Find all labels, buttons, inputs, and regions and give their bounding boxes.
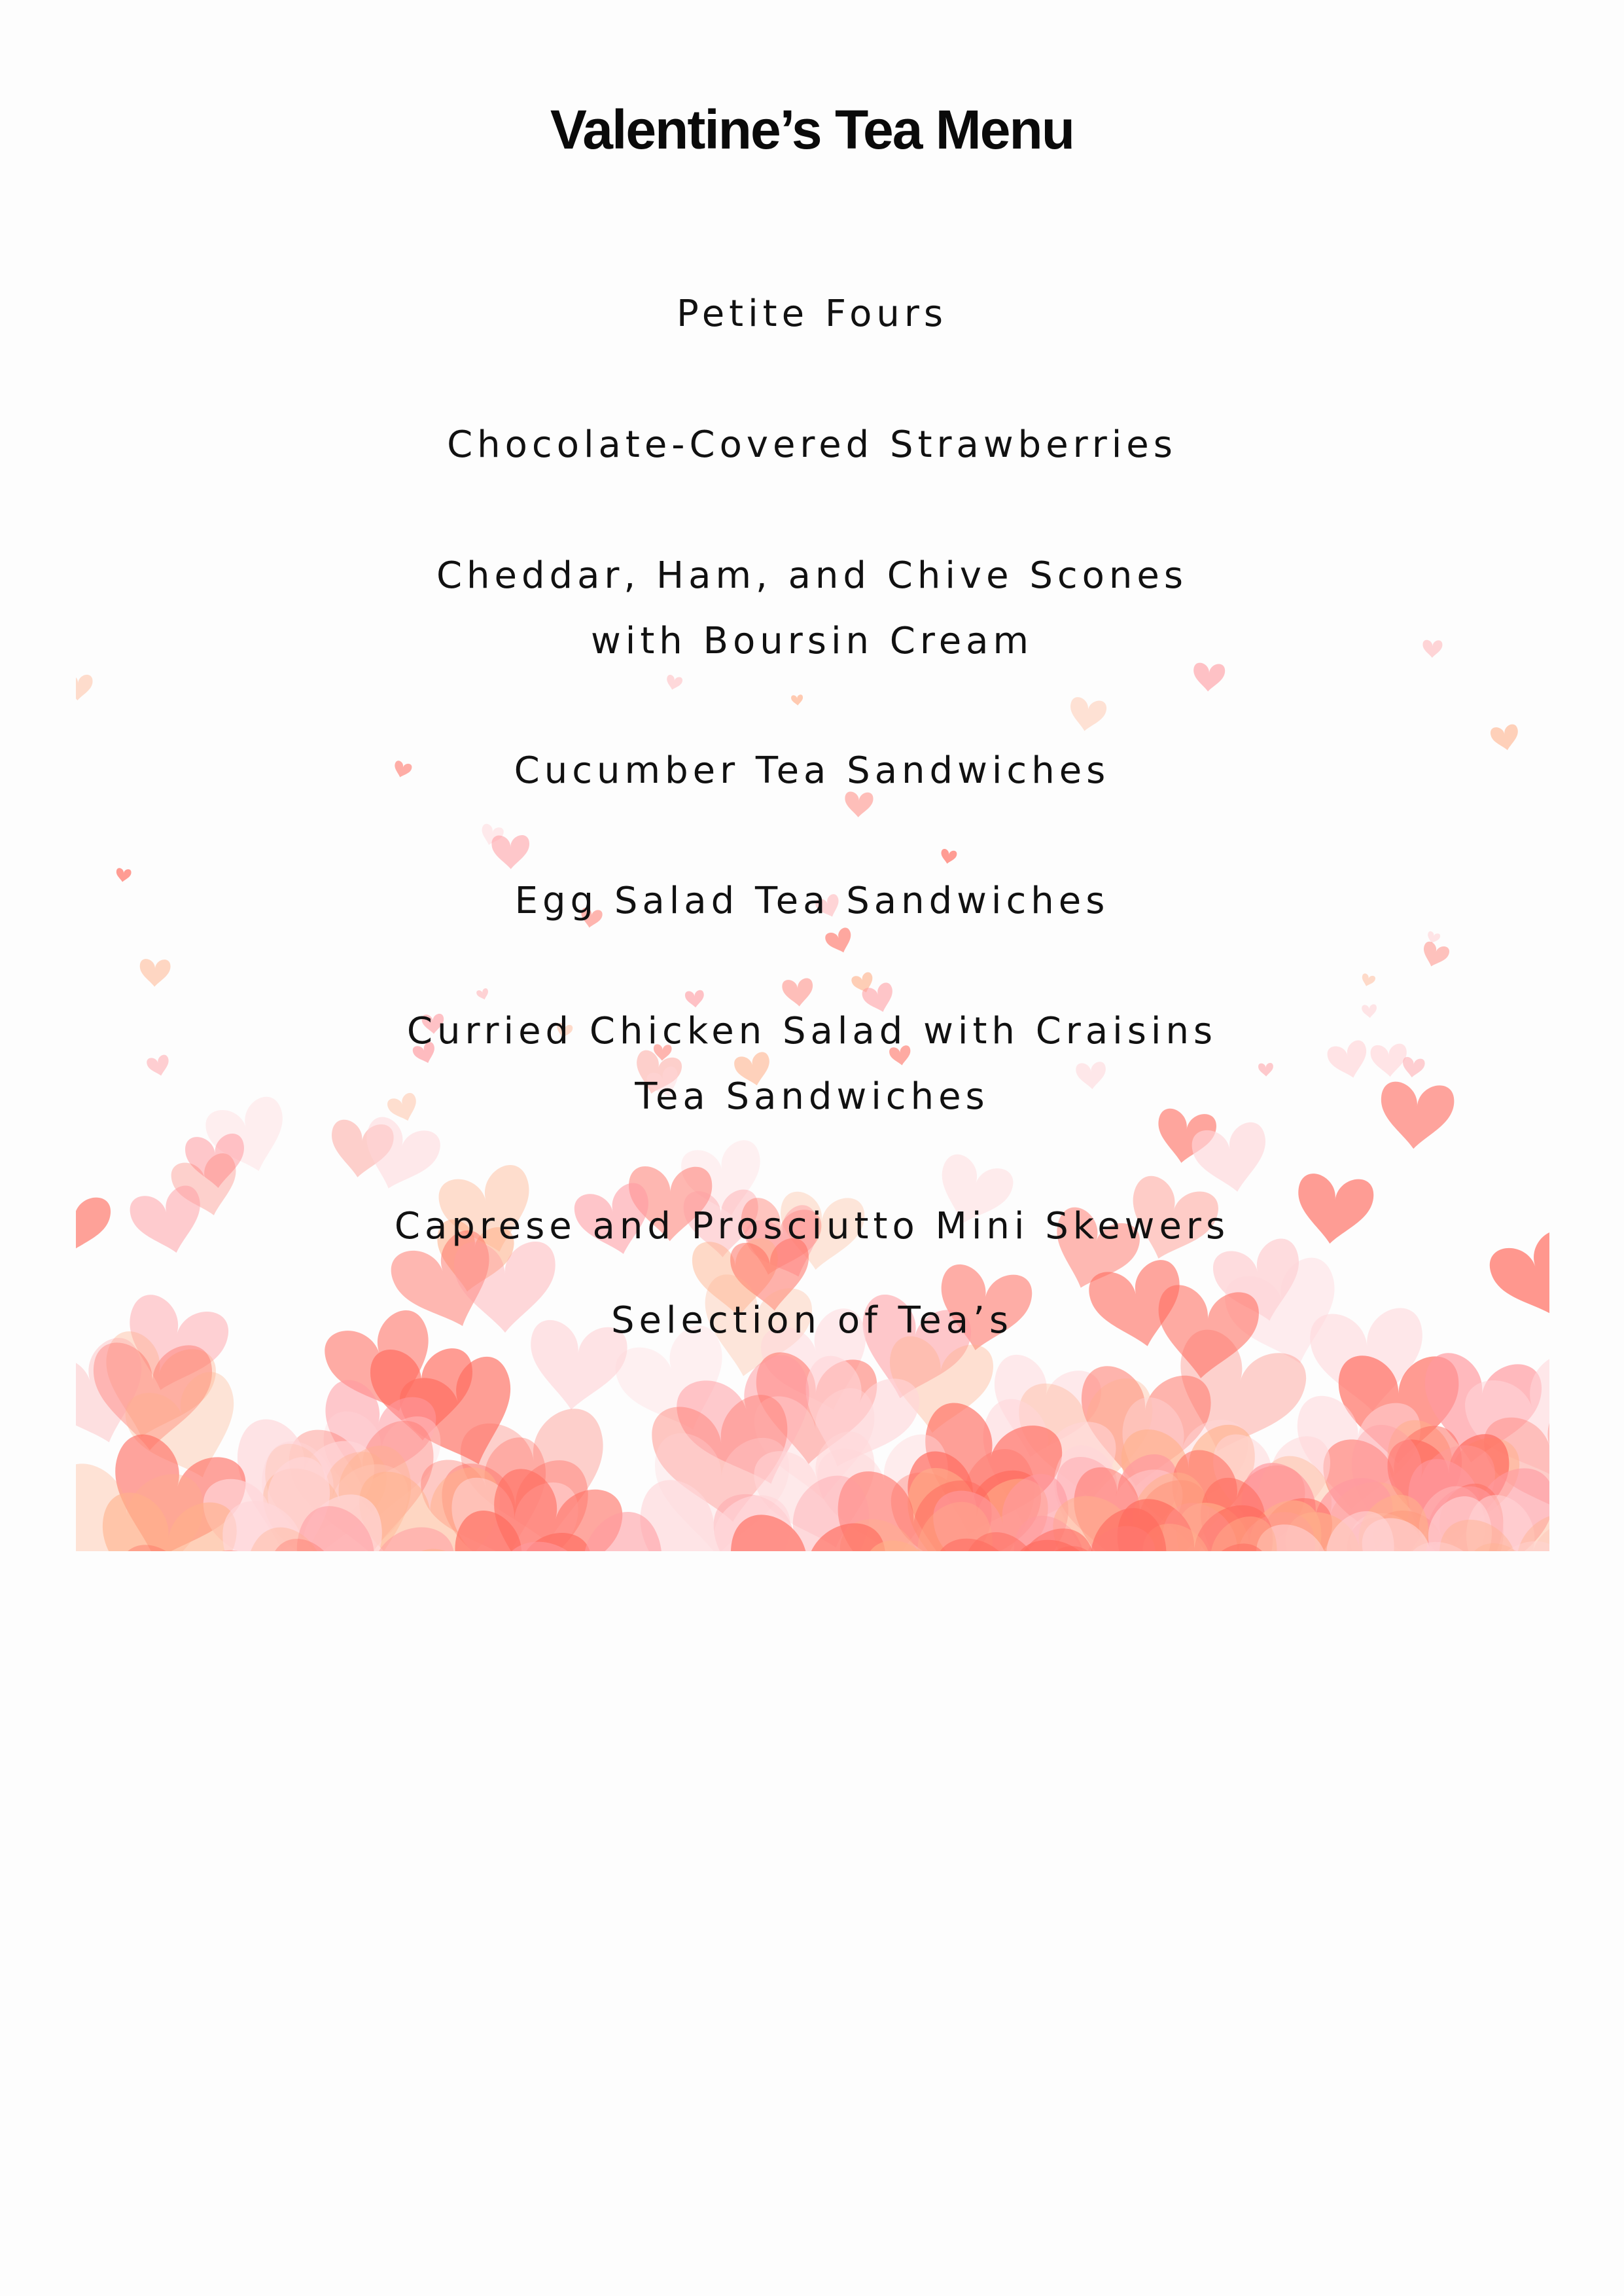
page-title: Valentine’s Tea Menu xyxy=(550,99,1074,160)
heart-icon xyxy=(491,835,529,869)
menu-item-line: Chocolate-Covered Strawberries xyxy=(447,423,1177,466)
menu-item-line: Cheddar, Ham, and Chive Scones xyxy=(436,554,1188,597)
heart-icon xyxy=(791,694,804,706)
menu-item xyxy=(0,1194,1624,1259)
heart-icon xyxy=(1419,941,1451,971)
menu-item xyxy=(0,543,1624,674)
menu-item xyxy=(0,869,1624,934)
menu-item xyxy=(0,1288,1624,1354)
menu-item xyxy=(0,412,1624,478)
menu-item xyxy=(0,281,1624,347)
heart-icon xyxy=(940,848,958,865)
menu-item-line: Selection of Tea’s xyxy=(610,1299,1014,1342)
menu-item-line: Caprese and Prosciutto Mini Skewers xyxy=(394,1205,1230,1247)
menu-item-line: Curried Chicken Salad with Craisins xyxy=(406,1010,1218,1052)
menu-item-line: with Boursin Cream xyxy=(590,620,1034,662)
menu-item xyxy=(0,999,1624,1130)
menu-item xyxy=(0,738,1624,804)
heart-icon xyxy=(1067,696,1108,734)
menu-item-line: Cucumber Tea Sandwiches xyxy=(514,749,1110,792)
heart-icon xyxy=(665,674,684,692)
menu-item-line: Petite Fours xyxy=(676,293,948,335)
heart-icon xyxy=(76,674,93,701)
heart-icon xyxy=(1190,1120,1274,1198)
heart-icon xyxy=(1360,973,1376,988)
heart-icon xyxy=(139,959,171,987)
menu-item-line: Egg Salad Tea Sandwiches xyxy=(514,880,1110,922)
menu-item-line: Tea Sandwiches xyxy=(635,1075,989,1118)
